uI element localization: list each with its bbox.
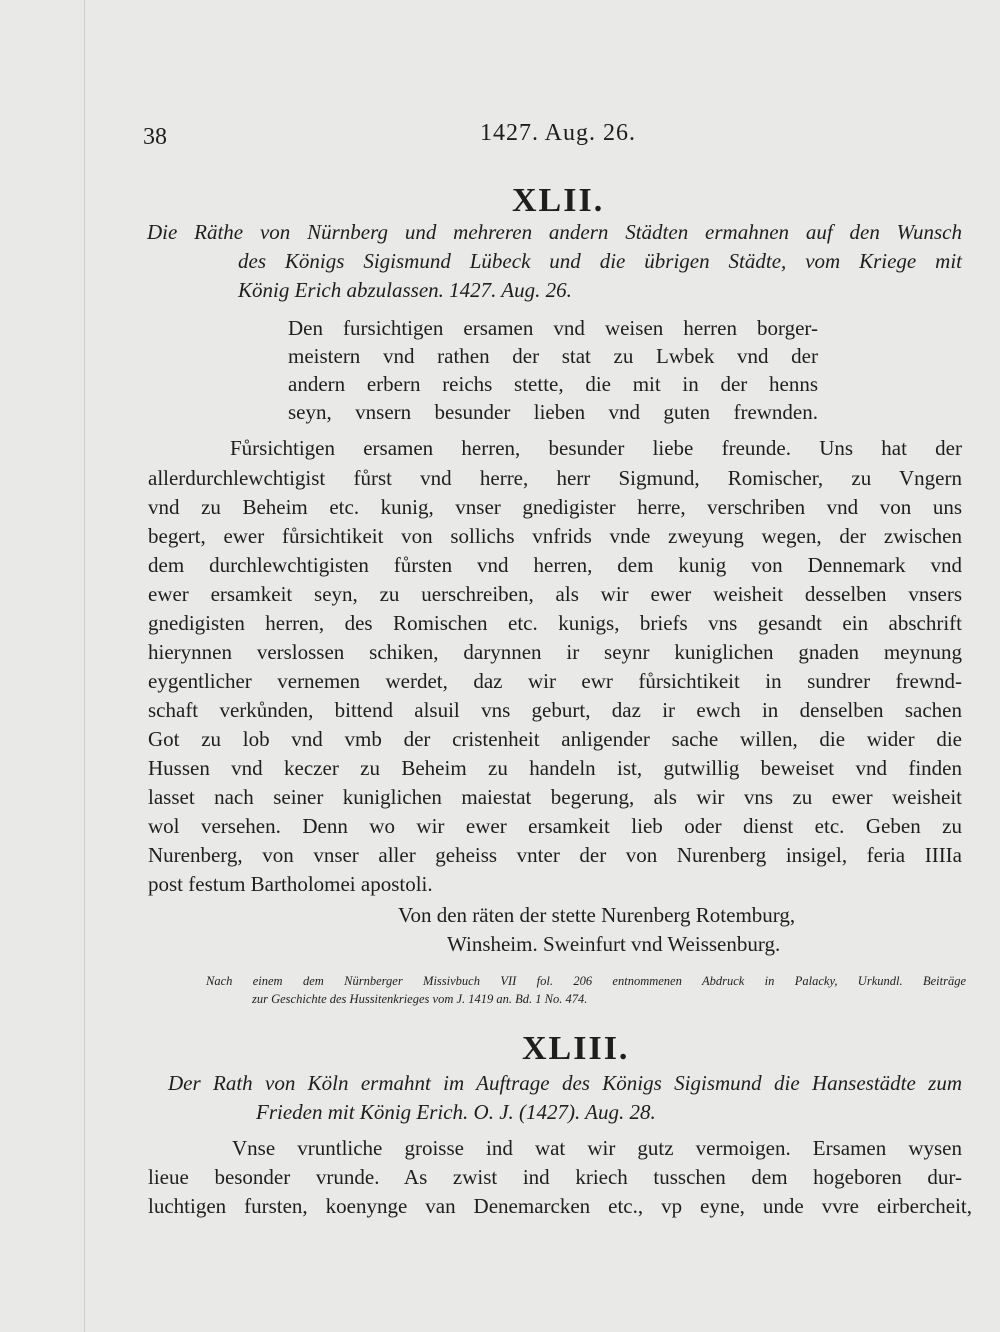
page-gutter-shadow: [84, 0, 85, 1332]
doc42-signature-line: Winsheim. Sweinfurt vnd Weissenburg.: [447, 932, 781, 956]
doc42-body-line: vnd zu Beheim etc. kunig, vnser gnedigister herre, verschriben vnd von uns: [148, 495, 962, 519]
doc43-body-line: luchtigen fursten, koenynge van Denemarcken etc., vp eyne, unde vvre eirbercheit,: [148, 1194, 972, 1218]
doc42-body-line: schaft verkůnden, bittend alsuil vns geburt, daz ir ewch in denselben sachen: [148, 698, 962, 722]
document-number-42: XLII.: [512, 182, 605, 219]
doc42-body-line: ewer ersamkeit seyn, zu uerschreiben, als wir ewer weisheit desselben vnsers: [148, 582, 962, 606]
doc42-address-line: andern erbern reichs stette, die mit in der henns: [288, 372, 818, 396]
doc42-footnote-line: Nach einem dem Nürnberger Missivbuch VII fol. 206 entnommenen Abdruck in Palacky, Urkundl. Beiträge: [206, 974, 966, 988]
doc42-body-line: allerdurchlewchtigist fůrst vnd herre, herr Sigmund, Romischer, zu Vngern: [148, 466, 962, 490]
page-number: 38: [143, 124, 167, 150]
doc42-address-line: meistern vnd rathen der stat zu Lwbek vnd der: [288, 344, 818, 368]
doc43-summary-line: Frieden mit König Erich. O. J. (1427). Aug. 28.: [256, 1100, 656, 1124]
doc42-body-line: hierynnen verslossen schiken, darynnen ir seynr kuniglichen gnaden meynung: [148, 640, 962, 664]
doc42-body-line: Nurenberg, von vnser aller geheiss vnter der von Nurenberg insigel, feria IIIIa: [148, 843, 962, 867]
doc42-body-line: Fůrsichtigen ersamen herren, besunder liebe freunde. Uns hat der: [230, 436, 962, 460]
doc42-footnote-line: zur Geschichte des Hussitenkrieges vom J. 1419 an. Bd. 1 No. 474.: [252, 992, 588, 1006]
doc42-summary-line: König Erich abzulassen. 1427. Aug. 26.: [238, 278, 572, 302]
doc42-body-line: gnedigisten herren, des Romischen etc. kunigs, briefs vns gesandt ein abschrift: [148, 611, 962, 635]
doc42-body-line: lasset nach seiner kuniglichen maiestat begerung, als wir vns zu ewer weisheit: [148, 785, 962, 809]
doc42-body-line: Got zu lob vnd vmb der cristenheit anligender sache willen, die wider die: [148, 727, 962, 751]
doc43-summary-line: Der Rath von Köln ermahnt im Auftrage des Königs Sigismund die Hansestädte zum: [168, 1071, 962, 1095]
doc42-body-line: wol versehen. Denn wo wir ewer ersamkeit lieb oder dienst etc. Geben zu: [148, 814, 962, 838]
doc42-body-line: begert, ewer fůrsichtikeit von sollichs vnfrids vnde zweyung wegen, der zwischen: [148, 524, 962, 548]
doc43-body-line: lieue besonder vrunde. As zwist ind kriech tusschen dem hogeboren dur-: [148, 1165, 962, 1189]
doc42-signature-line: Von den räten der stette Nurenberg Rotemburg,: [398, 903, 796, 927]
document-number-43: XLIII.: [522, 1030, 630, 1067]
doc42-body-line: dem durchlewchtigisten fůrsten vnd herren, dem kunig von Dennemark vnd: [148, 553, 962, 577]
doc42-summary-line: des Königs Sigismund Lübeck und die übrigen Städte, vom Kriege mit: [238, 249, 962, 273]
doc43-body-line: Vnse vruntliche groisse ind wat wir gutz vermoigen. Ersamen wysen: [232, 1136, 962, 1160]
doc42-summary-line: Die Räthe von Nürnberg und mehreren andern Städten ermahnen auf den Wunsch: [147, 220, 962, 244]
doc42-body-line: post festum Bartholomei apostoli.: [148, 872, 433, 896]
doc42-body-line: eygentlicher vernemen werdet, daz wir ewr fůrsichtikeit in sundrer frewnd-: [148, 669, 962, 693]
running-head: 1427. Aug. 26.: [480, 120, 637, 146]
doc42-address-line: seyn, vnsern besunder lieben vnd guten frewnden.: [288, 400, 818, 424]
doc42-address-line: Den fursichtigen ersamen vnd weisen herren borger-: [288, 316, 818, 340]
doc42-body-line: Hussen vnd keczer zu Beheim zu handeln ist, gutwillig beweiset vnd finden: [148, 756, 962, 780]
